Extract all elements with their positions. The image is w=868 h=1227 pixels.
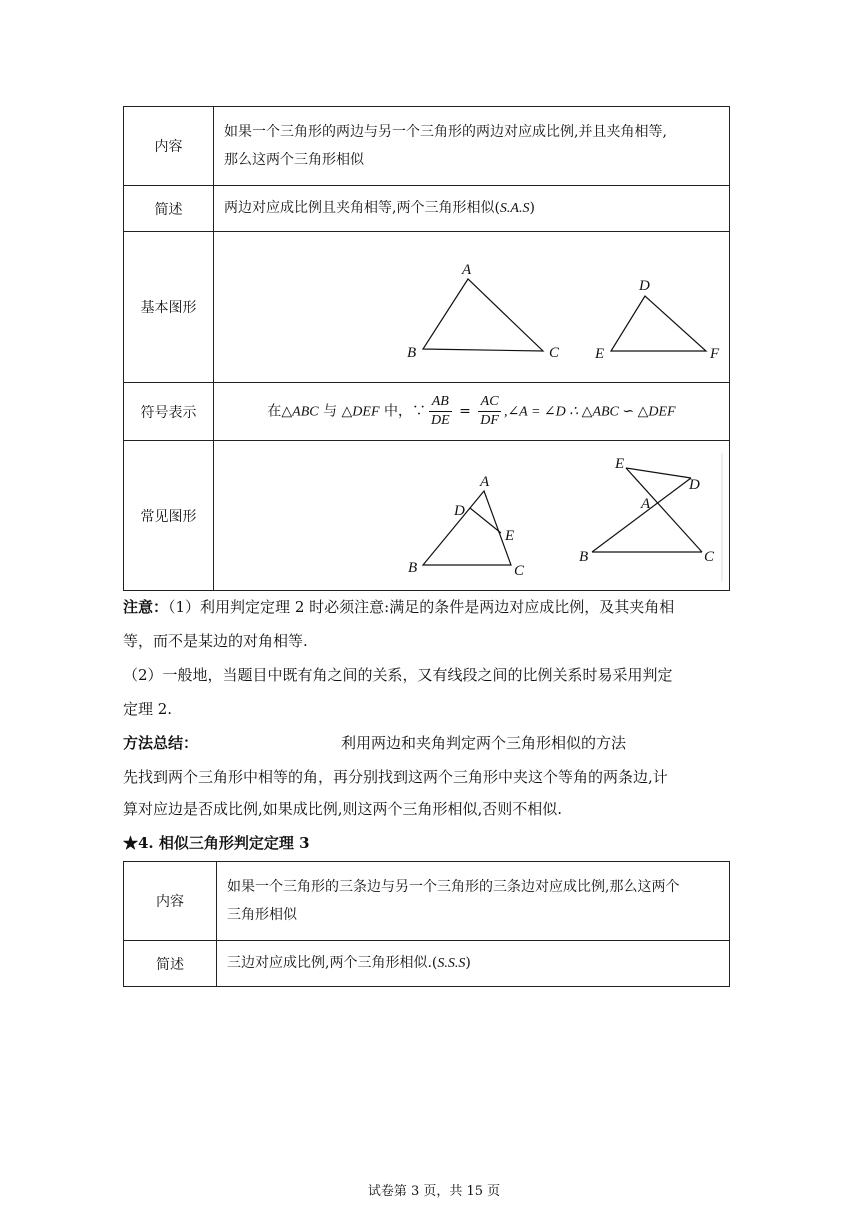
table-row	[124, 441, 730, 591]
vertex-label: C	[514, 563, 525, 579]
vertex-label: C	[704, 549, 715, 565]
segment-de	[470, 508, 501, 533]
row-label: 内容	[124, 107, 214, 186]
row-label: 简述	[124, 186, 214, 232]
theorem3-table	[123, 861, 730, 987]
triangle-abc	[423, 279, 543, 351]
frac-den: DF	[480, 413, 499, 428]
sym-angle: ,∠A = ∠D ∴ △ABC ∽ △DEF	[503, 404, 676, 420]
method-text: 先找到两个三角形中相等的角，再分别找到这两个三角形中夹这个等角的两条边,计	[123, 768, 668, 786]
note-text: 等，而不是某边的对角相等.	[123, 632, 308, 650]
summary-text-end: )	[529, 200, 535, 216]
page-footer: 试卷第 3 页，共 15 页	[367, 1184, 501, 1199]
vertex-label: B	[407, 345, 417, 361]
method-text: 算对应边是否成比例,如果成比例,则这两个三角形相似,否则不相似.	[123, 800, 563, 818]
method-label: 方法总结：	[123, 734, 199, 752]
sym-def: DEF	[352, 404, 380, 420]
equals-sign: =	[454, 403, 476, 420]
content-line: 三角形相似	[227, 907, 297, 923]
method-header	[123, 732, 743, 754]
vertex-label: D	[454, 503, 465, 519]
segment-bd	[592, 478, 691, 552]
theorem2-table	[123, 106, 730, 591]
content-line: 如果一个三角形的两边与另一个三角形的两边对应成比例,并且夹角相等,	[224, 124, 667, 140]
note-text: （1）利用判定定理 2 时必须注意:满足的条件是两边对应成比例，及其夹角相	[168, 598, 675, 616]
row-label: 简述	[124, 941, 217, 987]
note-text: （2）一般地，当题目中既有角之间的关系，又有线段之间的比例关系时易采用判定	[123, 666, 673, 684]
frac-num: AB	[429, 393, 452, 412]
triangle-abc-common	[423, 491, 511, 565]
row-content	[217, 941, 730, 987]
method-title: 利用两边和夹角判定两个三角形相似的方法	[341, 734, 627, 752]
basic-figure-cell	[214, 232, 730, 383]
summary-abbr: S.S.S	[437, 956, 466, 971]
frac-num: AC	[478, 393, 501, 412]
row-content	[214, 186, 730, 232]
vertex-label: B	[408, 560, 418, 576]
vertex-label: A	[462, 262, 472, 278]
note-2	[123, 664, 743, 686]
note-label: 注意：	[123, 598, 169, 616]
triangle-def	[611, 296, 706, 351]
vertex-label: C	[549, 345, 560, 361]
vertex-label: B	[579, 549, 589, 565]
method-body-1	[123, 766, 743, 788]
row-label: 常见图形	[124, 441, 214, 591]
table-row	[124, 107, 730, 186]
section-heading: ★4. 相似三角形判定定理 3	[123, 834, 310, 852]
sym-text: 在△	[267, 403, 293, 420]
content-line: 如果一个三角形的三条边与另一个三角形的三条边对应成比例,那么这两个	[227, 879, 680, 895]
table-row	[124, 941, 730, 987]
table-row	[124, 383, 730, 441]
summary-text: 两边对应成比例且夹角相等,两个三角形相似(	[224, 200, 500, 216]
note-1	[123, 596, 743, 618]
method-body-2	[123, 798, 743, 820]
basic-figure	[214, 232, 729, 378]
segment-ed	[626, 468, 691, 478]
common-figure	[214, 441, 729, 586]
symbol-expression	[214, 383, 730, 441]
note-2-cont	[123, 698, 743, 720]
row-label: 基本图形	[124, 232, 214, 383]
row-label: 内容	[124, 862, 217, 941]
table-row	[124, 232, 730, 383]
note-text: 定理 2.	[123, 700, 173, 718]
sym-abc: ABC	[292, 404, 319, 420]
fraction-ac-df	[478, 393, 501, 430]
vertex-label: F	[710, 346, 720, 362]
summary-abbr: S.A.S	[499, 201, 530, 216]
summary-text-end: )	[465, 955, 471, 971]
vertex-label: D	[689, 477, 700, 493]
sym-text: 与 △	[318, 403, 353, 420]
note-1-cont	[123, 630, 743, 652]
vertex-label: E	[615, 456, 625, 472]
vertex-label: A	[480, 474, 490, 490]
vertex-label: A	[641, 496, 651, 512]
vertex-label: E	[595, 346, 605, 362]
row-content	[217, 862, 730, 941]
summary-text: 三边对应成比例,两个三角形相似.(	[227, 955, 438, 971]
table-row	[124, 186, 730, 232]
content-line: 那么这两个三角形相似	[224, 152, 364, 168]
vertex-label: E	[505, 528, 515, 544]
vertex-label: D	[639, 278, 650, 294]
row-label: 符号表示	[124, 383, 214, 441]
sym-text: 中，∵	[379, 403, 426, 420]
fraction-ab-de	[429, 393, 452, 430]
common-figure-cell	[214, 441, 730, 591]
row-content	[214, 107, 730, 186]
frac-den: DE	[430, 413, 450, 428]
table-row	[124, 862, 730, 941]
